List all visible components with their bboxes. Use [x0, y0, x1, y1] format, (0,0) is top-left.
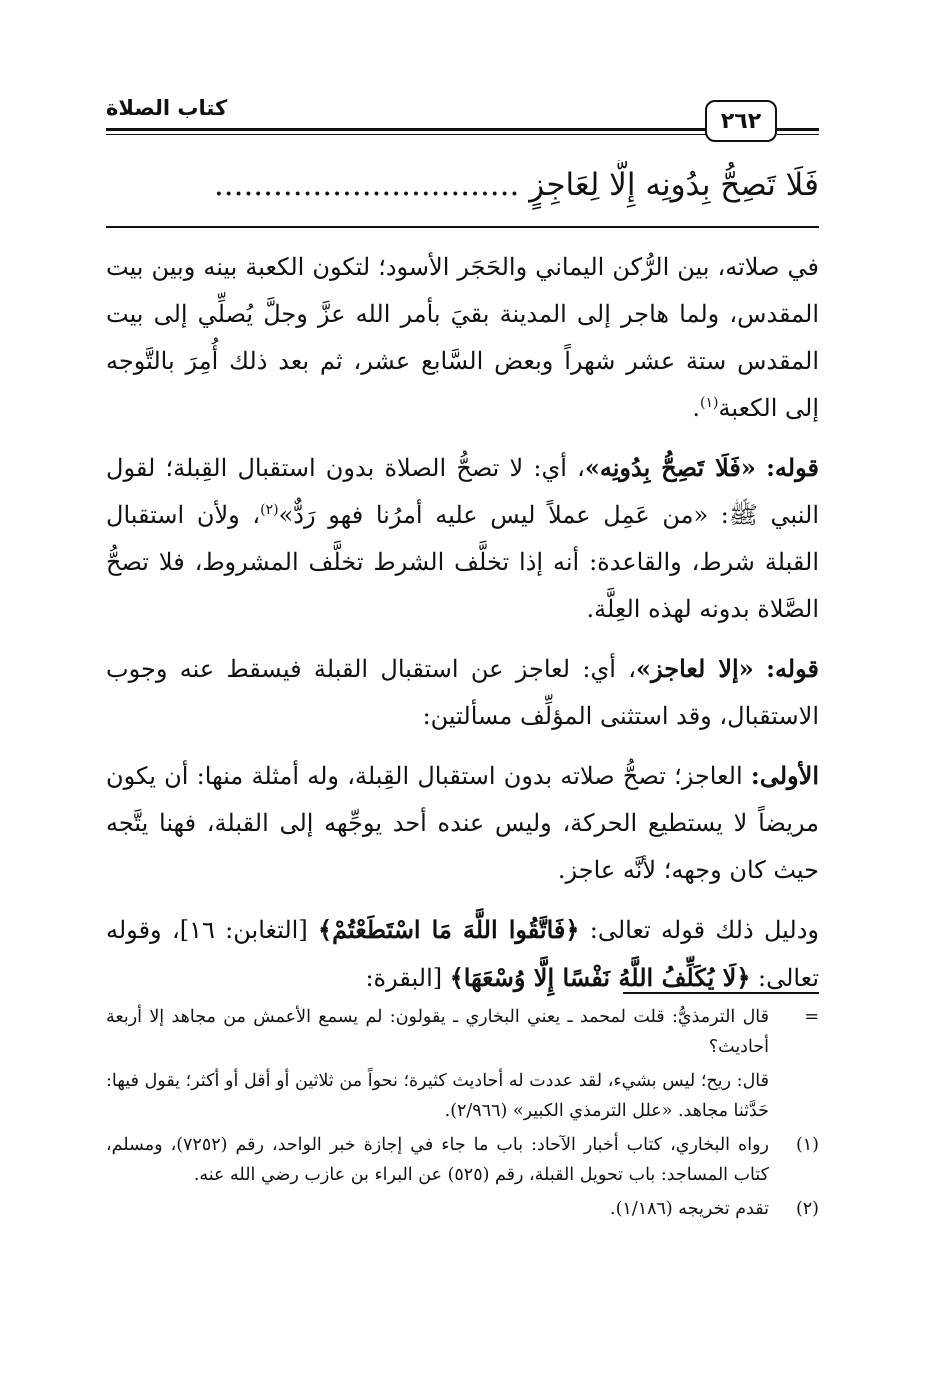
quran-verse-2: ﴿لَا يُكَلِّفُ اللَّهُ نَفْسًا إِلَّا وُسْعَهَا﴾	[449, 963, 751, 992]
paragraph-3	[106, 645, 819, 740]
matn-line: فَلَا تَصِحُّ بِدُونِه إِلَّا لِعَاجِزٍ ...............................	[213, 167, 819, 203]
footnote-ref-1[interactable]: (١)	[699, 395, 719, 411]
paragraph-1-end: .	[692, 394, 700, 422]
footnote-2	[106, 1194, 819, 1224]
quran-verse-1: ﴿فَاتَّقُوا اللَّهَ مَا اسْتَطَعْتُمْ﴾	[318, 915, 580, 944]
footnote-continuation-2: قال: ريح؛ ليس بشيء، لقد عددت له أحاديث كثيرة؛ نحواً من ثلاثين أو أقل أو أكثر؛ يقول فيها: حَدَّثنا مجاهد. «علل الترمذي الكبير» (٢/٩٦٦).	[106, 1071, 769, 1121]
header-rule	[106, 128, 707, 135]
footnote-marker: (٢)	[795, 1199, 819, 1219]
footnote-text: قال الترمذيُّ: قلت لمحمد ـ يعني البخاري ـ يقولون: لم يسمع الأعمش من مجاهد إلا أربعة أحاديث؟	[106, 1007, 769, 1057]
paragraph-3-text: ، أي: لعاجز عن استقبال القبلة فيسقط عنه وجوب الاستقبال، وقد استثنى المؤلِّف مسألتين:	[106, 655, 819, 730]
matn-divider	[106, 226, 819, 228]
paragraph-1-text: في صلاته، بين الرُّكن اليماني والحَجَر الأسود؛ لتكون الكعبة بينه وبين بيت المقدس، ولما هاجر إلى المدينة بقيَ بأمر الله عزَّ وجلَّ يُصلِّي إلى بيت المقدس ستة عشر شهراً وبعض السَّابع عشر، ثم بعد ذلك أُمِرَ بالتَّوجه إلى الكعبة	[106, 253, 819, 422]
header-rule-short	[777, 128, 819, 135]
footnote-marker: =	[804, 1007, 819, 1027]
paragraph-2-text-b: ، ولأن استقبال القبلة شرط، والقاعدة: أنه إذا تخلَّف الشرط تخلَّف المشروط، فلا تصحُّ الصَّلاة بدونه لهذه العِلَّة.	[106, 501, 819, 623]
paragraph-4	[106, 752, 819, 894]
footnote-ref-2[interactable]: (٢)	[260, 502, 279, 518]
running-header	[106, 92, 819, 148]
page-number: ٢٦٢	[705, 100, 777, 142]
paragraph-5	[106, 906, 819, 1002]
qawluhu-label: قوله:	[766, 453, 819, 482]
footnote-marker: (١)	[795, 1135, 819, 1155]
footnotes	[106, 1002, 819, 1228]
footnote-text: تقدم تخريجه (١/١٨٦).	[610, 1199, 769, 1219]
book-title: كتاب الصلاة	[106, 96, 228, 120]
commentary-body	[106, 236, 819, 1014]
footnote-continuation	[106, 1002, 819, 1062]
paragraph-2-text-a: ، أي: لا تصحُّ الصلاة بدون استقبال القِبلة؛ لقول النبي ﷺ: «من عَمِل عملاً ليس عليه أمرُنا فهو رَدٌّ»	[106, 454, 819, 529]
paragraph-5-text-c: [البقرة:	[365, 964, 450, 992]
footnote-text: رواه البخاري، كتاب أخبار الآحاد: باب ما جاء في إجازة خبر الواحد، رقم (٧٢٥٢)، ومسلم، كتاب المساجد: باب تحويل القبلة، رقم (٥٢٥) عن البراء بن عازب رضي الله عنه.	[106, 1135, 769, 1185]
matn-quote: «إلا لعاجز»	[636, 654, 754, 683]
first-case-label: الأولى:	[750, 761, 819, 790]
qawluhu-label: قوله:	[766, 654, 819, 683]
paragraph-1	[106, 244, 819, 432]
paragraph-5-text-b: [التغابن: ١٦]، وقوله تعالى:	[106, 916, 819, 992]
paragraph-4-text: العاجز؛ تصحُّ صلاته بدون استقبال القِبلة، وله أمثلة منها: أن يكون مريضاً لا يستطيع الحركة، وليس عنده أحد يوجِّهه إلى القبلة، فهنا يتَّجه حيث كان وجهه؛ لأنَّه عاجز.	[106, 762, 819, 884]
matn-quote: «فَلَا تَصِحُّ بِدُونِه»	[584, 453, 756, 482]
footnote-divider	[623, 992, 819, 994]
footnote-1	[106, 1130, 819, 1190]
paragraph-2	[106, 444, 819, 633]
paragraph-5-text-a: ودليل ذلك قوله تعالى:	[579, 916, 819, 944]
